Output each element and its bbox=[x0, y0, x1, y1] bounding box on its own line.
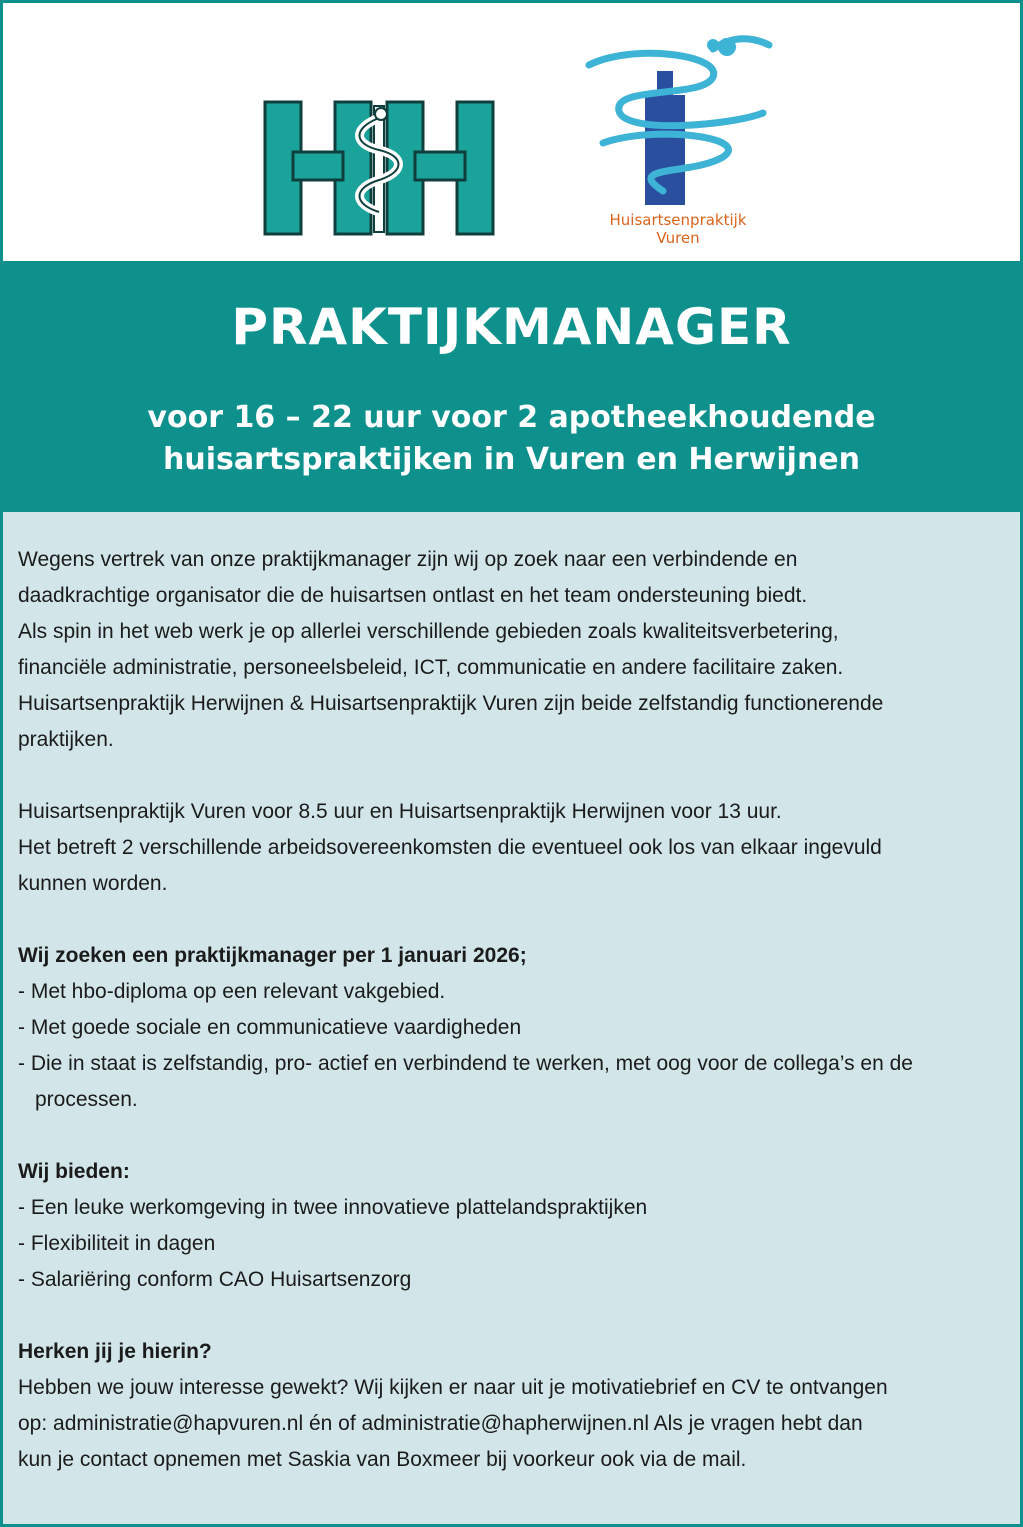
intro-line: praktijken. bbox=[18, 728, 114, 751]
spacer bbox=[18, 1118, 998, 1154]
vuren-logo-name: Huisartsenpraktijk bbox=[609, 211, 747, 229]
logo-header bbox=[3, 3, 1020, 261]
hours-line: Huisartsenpraktijk Vuren voor 8.5 uur en Huisartsenpraktijk Herwijnen voor 13 uur. bbox=[18, 800, 782, 823]
seek-list-item: - Met goede sociale en communicatieve vaardigheden bbox=[18, 1016, 522, 1039]
seek-heading: Wij zoeken een praktijkmanager per 1 januari 2026; bbox=[18, 944, 527, 967]
spacer bbox=[18, 902, 998, 938]
contact-line: kun je contact opnemen met Saskia van Boxmeer bij voorkeur ook via de mail. bbox=[18, 1448, 747, 1471]
spacer bbox=[18, 758, 998, 794]
intro-line: financiële administratie, personeelsbeleid, ICT, communicatie en andere facilitaire zaken. bbox=[18, 656, 844, 679]
page-title: PRAKTIJKMANAGER bbox=[231, 298, 792, 356]
hours-line: Het betreft 2 verschillende arbeidsovereenkomsten die eventueel ook los van elkaar ingevuld bbox=[18, 836, 882, 859]
intro-line: Als spin in het web werk je op allerlei verschillende gebieden zoals kwaliteitsverbetering, bbox=[18, 620, 839, 643]
snake-staff-logo-icon bbox=[563, 25, 793, 211]
seek-list-item: - Die in staat is zelfstandig, pro- actief en verbindend te werken, met oog voor de collega’s en de processen. bbox=[18, 1052, 913, 1111]
hh-caduceus-logo-icon bbox=[263, 100, 495, 236]
offer-list-item: - Salariëring conform CAO Huisartsenzorg bbox=[18, 1268, 412, 1291]
intro-line: daadkrachtige organisator die de huisartsen ontlast en het team ondersteuning biedt. bbox=[18, 584, 808, 607]
subtitle bbox=[3, 397, 1020, 481]
seek-list-item: - Met hbo-diploma op een relevant vakgebied. bbox=[18, 980, 446, 1003]
title-banner bbox=[3, 261, 1020, 512]
contact-line: op: administratie@hapvuren.nl én of administratie@hapherwijnen.nl Als je vragen hebt dan bbox=[18, 1412, 863, 1435]
subtitle-line-1: voor 16 – 22 uur voor 2 apotheekhoudende bbox=[147, 400, 876, 435]
subtitle-line-2: huisartspraktijken in Vuren en Herwijnen bbox=[162, 442, 861, 477]
posting-body bbox=[3, 512, 1020, 1524]
contact-heading: Herken jij je hierin? bbox=[18, 1340, 212, 1363]
contact-line: Hebben we jouw interesse gewekt? Wij kijken er naar uit je motivatiebrief en CV te ontvangen bbox=[18, 1376, 888, 1399]
intro-line: Huisartsenpraktijk Herwijnen & Huisartsenpraktijk Vuren zijn beide zelfstandig functionerende bbox=[18, 692, 884, 715]
vuren-logo-place: Vuren bbox=[656, 229, 700, 247]
posting-content bbox=[18, 542, 998, 1478]
spacer bbox=[18, 1298, 998, 1334]
offer-list-item: - Flexibiliteit in dagen bbox=[18, 1232, 216, 1255]
offer-heading: Wij bieden: bbox=[18, 1160, 130, 1183]
offer-list-item: - Een leuke werkomgeving in twee innovatieve plattelandspraktijken bbox=[18, 1196, 648, 1219]
intro-line: Wegens vertrek van onze praktijkmanager zijn wij op zoek naar een verbindende en bbox=[18, 548, 798, 571]
vuren-logo bbox=[563, 25, 793, 257]
hours-line: kunnen worden. bbox=[18, 872, 168, 895]
